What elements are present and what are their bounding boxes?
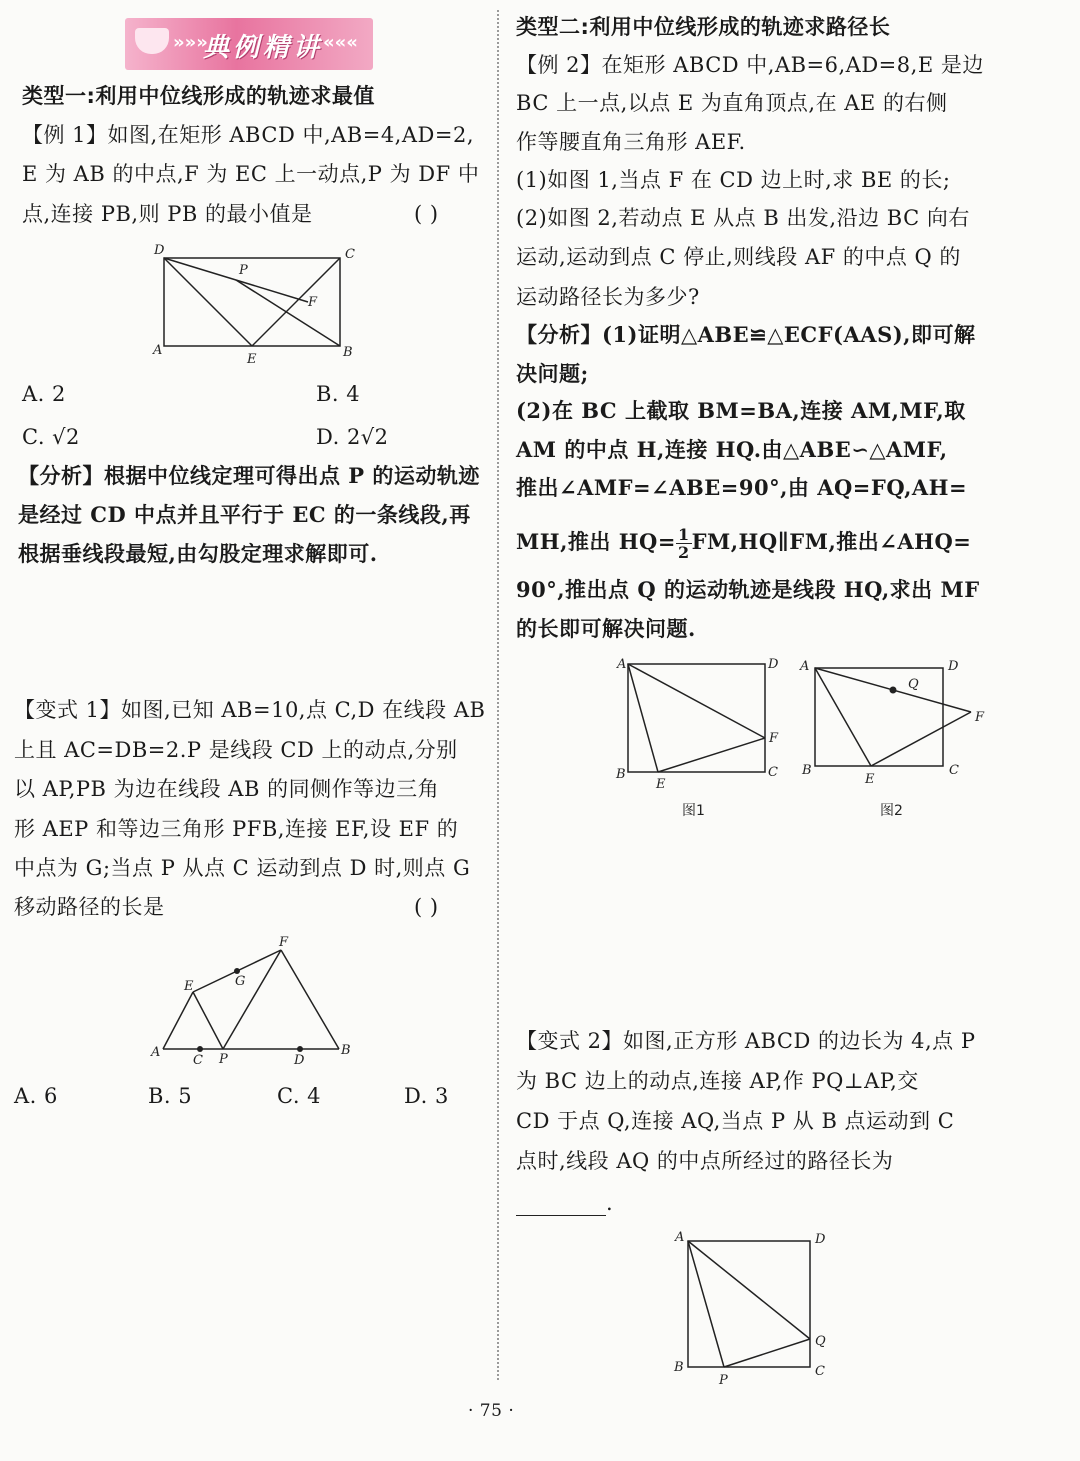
ex2-analysis-6 — [516, 526, 971, 561]
ex1-analysis-1: 【分析】根据中位线定理可得出点 P 的运动轨迹 — [18, 463, 480, 488]
ex2-line-7: 运动路径长为多少? — [516, 285, 700, 309]
var1-line-1: 【变式 1】如图,已知 AB=10,点 C,D 在线段 AB — [14, 698, 486, 722]
ex2-analysis-4: AM 的中点 H,连接 HQ.由△ABE∽△AMF, — [516, 437, 948, 462]
var2-line-4: 点时,线段 AQ 的中点所经过的路径长为 — [516, 1149, 894, 1173]
label-e: E — [865, 772, 875, 787]
label-d: D — [294, 1053, 305, 1068]
teacup-icon — [135, 28, 169, 54]
label-e: E — [247, 352, 257, 367]
label-f: F — [279, 935, 289, 950]
ex2-analysis-2: 决问题; — [516, 361, 589, 386]
var1-option-a: A. 6 — [14, 1084, 58, 1108]
label-d: D — [154, 243, 165, 258]
column-divider — [497, 10, 499, 1380]
fraction-numerator: 1 — [677, 525, 690, 544]
ex1-option-d: D. 2√2 — [316, 425, 389, 449]
answer-blank[interactable] — [516, 1193, 606, 1216]
label-q: Q — [908, 677, 919, 692]
figure-caption-1: 图1 — [682, 803, 705, 819]
var1-option-d: D. 3 — [404, 1084, 449, 1108]
ex2-line-3: 作等腰直角三角形 AEF. — [516, 130, 746, 154]
figure-var2-square — [670, 1225, 840, 1390]
ex2-line-1: 【例 2】在矩形 ABCD 中,AB=6,AD=8,E 是边 — [516, 53, 984, 77]
label-c: C — [949, 763, 959, 778]
label-a: A — [800, 659, 810, 674]
ex2-analysis-7: 90°,推出点 Q 的运动轨迹是线段 HQ,求出 MF — [516, 577, 980, 602]
label-b: B — [616, 767, 626, 782]
var1-line-2: 上且 AC=DB=2.P 是线段 CD 上的动点,分别 — [14, 738, 458, 762]
ex2-analysis-1: 【分析】(1)证明△ABE≌△ECF(AAS),即可解 — [516, 322, 976, 347]
ex2-line-6: 运动,运动到点 C 停止,则线段 AF 的中点 Q 的 — [516, 245, 961, 269]
type1-title: 类型一:利用中位线形成的轨迹求最值 — [22, 84, 375, 108]
label-c: C — [815, 1364, 825, 1379]
ex2-line-2: BC 上一点,以点 E 为直角顶点,在 AE 的右侧 — [516, 91, 948, 115]
label-q: Q — [815, 1334, 826, 1349]
figure-ex2-fig2 — [795, 652, 995, 822]
label-p: P — [719, 1373, 728, 1388]
label-a: A — [617, 657, 627, 672]
page-number: · 75 · — [468, 1401, 515, 1421]
ex2-line-4: (1)如图 1,当点 F 在 CD 边上时,求 BE 的长; — [516, 168, 951, 192]
var2-line-3: CD 于点 Q,连接 AQ,当点 P 从 B 点运动到 C — [516, 1109, 955, 1133]
label-c: C — [768, 765, 778, 780]
label-b: B — [802, 763, 812, 778]
banner-arrows-left: »»» — [173, 32, 208, 53]
fraction-denominator: 2 — [677, 543, 690, 562]
label-b: B — [343, 345, 353, 360]
label-a: A — [151, 1045, 161, 1060]
label-d: D — [948, 659, 959, 674]
var2-line-1: 【变式 2】如图,正方形 ABCD 的边长为 4,点 P — [516, 1029, 976, 1053]
label-f: F — [975, 710, 985, 725]
label-d: D — [815, 1232, 826, 1247]
var1-line-6: 移动路径的长是 — [14, 895, 165, 919]
var2-end-period: . — [606, 1191, 614, 1215]
ex2-analysis-8: 的长即可解决问题. — [516, 616, 696, 641]
var1-line-5: 中点为 G;当点 P 从点 C 运动到点 D 时,则点 G — [14, 856, 471, 880]
label-c: C — [193, 1053, 203, 1068]
ex2-analysis-3: (2)在 BC 上截取 BM=BA,连接 AM,MF,取 — [516, 398, 966, 423]
label-d: D — [768, 657, 779, 672]
ex1-option-a: A. 2 — [22, 382, 66, 406]
var1-answer-paren: ( ) — [414, 895, 439, 919]
ex1-option-b: B. 4 — [316, 382, 361, 406]
label-f: F — [769, 731, 779, 746]
ex1-line-2: E 为 AB 的中点,F 为 EC 上一动点,P 为 DF 中 — [22, 162, 480, 186]
ex2-analysis-5: 推出∠AMF=∠ABE=90°,由 AQ=FQ,AH= — [516, 475, 968, 500]
ex1-analysis-3: 根据垂线段最短,由勾股定理求解即可. — [18, 541, 378, 566]
banner-arrows-right: ««« — [323, 32, 358, 53]
label-b: B — [341, 1043, 351, 1058]
label-b: B — [674, 1360, 684, 1375]
ex1-line-3: 点,连接 PB,则 PB 的最小值是 — [22, 202, 313, 226]
label-p: P — [239, 263, 248, 278]
fraction-one-half — [676, 526, 692, 561]
label-a: A — [153, 343, 163, 358]
figure-ex2-fig1 — [610, 652, 790, 822]
var1-option-b: B. 5 — [148, 1084, 193, 1108]
figure-caption-2: 图2 — [880, 803, 903, 819]
label-f: F — [308, 295, 318, 310]
type2-title: 类型二:利用中位线形成的轨迹求路径长 — [516, 15, 891, 39]
ex2-analysis-6-end: FM,HQ∥FM,推出∠AHQ= — [691, 529, 972, 554]
ex2-analysis-6-start: MH,推出 HQ= — [516, 529, 676, 554]
section-banner — [125, 18, 373, 70]
var2-answer-line — [516, 1190, 613, 1216]
figure-ex1-rectangle — [150, 240, 370, 370]
var2-line-2: 为 BC 边上的动点,连接 AP,作 PQ⊥AP,交 — [516, 1069, 919, 1093]
label-c: C — [345, 247, 355, 262]
ex1-analysis-2: 是经过 CD 中点并且平行于 EC 的一条线段,再 — [18, 502, 471, 527]
ex2-line-5: (2)如图 2,若动点 E 从点 B 出发,沿边 BC 向右 — [516, 206, 970, 230]
label-p: P — [219, 1052, 228, 1067]
label-e: E — [184, 979, 194, 994]
var1-line-4: 形 AEP 和等边三角形 PFB,连接 EF,设 EF 的 — [14, 817, 459, 841]
var1-line-3: 以 AP,PB 为边在线段 AB 的同侧作等边三角 — [14, 777, 440, 801]
ex1-option-c: C. √2 — [22, 425, 80, 449]
banner-title: 典例精讲 — [203, 33, 324, 63]
ex1-answer-paren: ( ) — [414, 202, 439, 226]
label-g: G — [235, 974, 246, 989]
var1-option-c: C. 4 — [277, 1084, 322, 1108]
label-e: E — [656, 777, 666, 792]
label-a: A — [675, 1230, 685, 1245]
figure-var1-triangles — [145, 930, 365, 1070]
ex1-line-1: 【例 1】如图,在矩形 ABCD 中,AB=4,AD=2, — [22, 123, 474, 147]
